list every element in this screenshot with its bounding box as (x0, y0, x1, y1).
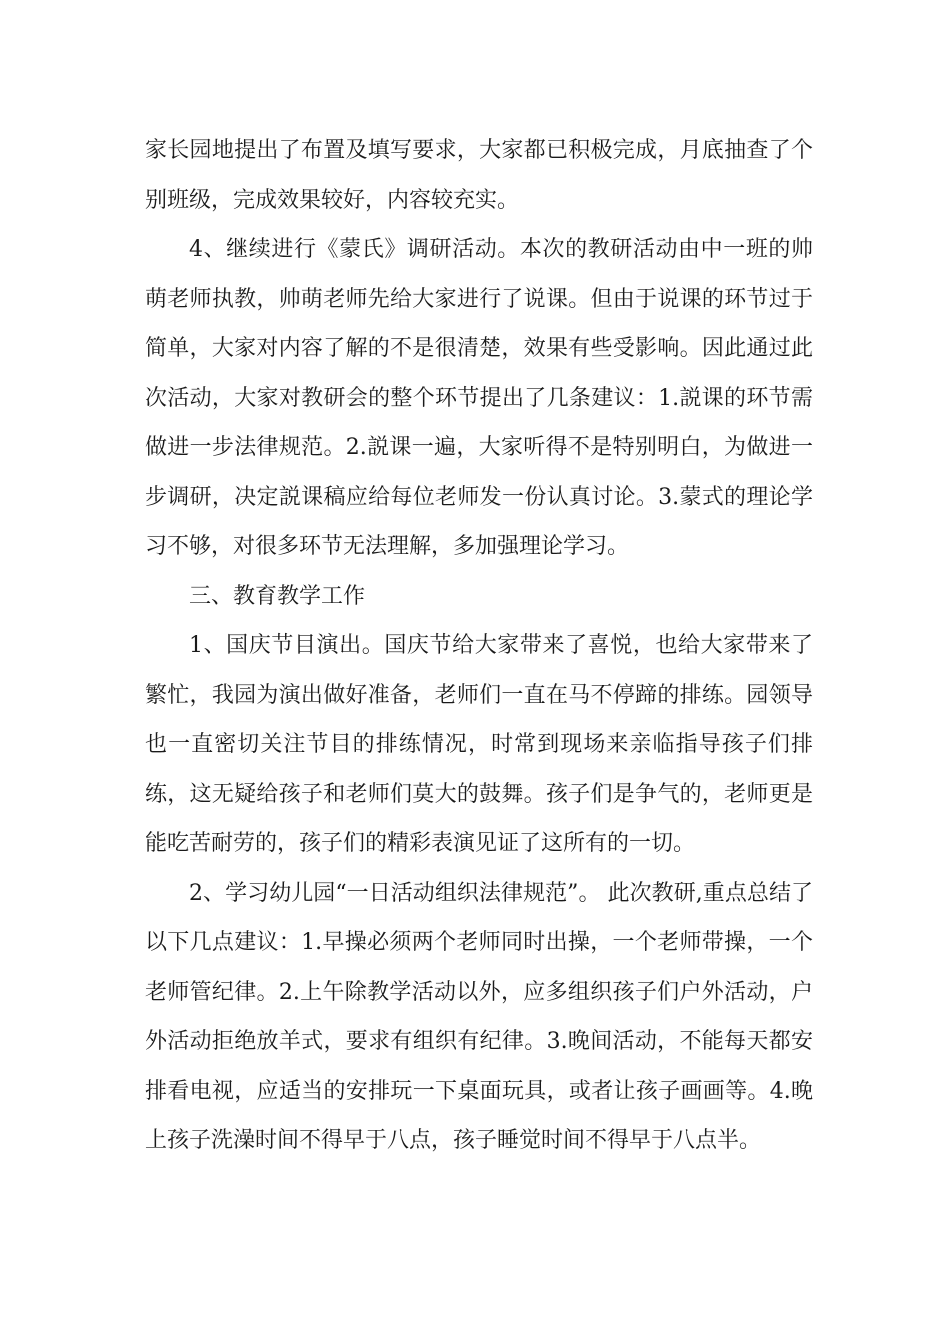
section-heading-teaching-work: 三、教育教学工作 (189, 583, 366, 609)
paragraph-national-day-performance: 1、国庆节目演出。国庆节给大家带来了喜悦，也给大家带来了繁忙，我园为演出做好准备，老师们一直在马不停蹄的排练。园领导也一直密切关注节目的排练情况，时常到现场来亲临指导孩子们排练，这无疑给孩子和老师们莫大的鼓舞。孩子们是争气的，老师更是能吃苦耐劳的，孩子们的精彩表演见证了这所有的一切。 (145, 633, 813, 856)
document-body (145, 126, 813, 1166)
paragraph-montessori-research: 4、继续进行《蒙氏》调研活动。本次的教研活动由中一班的帅萌老师执教，帅萌老师先给大家进行了说课。但由于说课的环节过于简单，大家对内容了解的不是很清楚，效果有些受影响。因此通过此次活动，大家对教研会的整个环节提出了几条建议：1.説课的环节需做进一步法律规范。2.説课一遍，大家听得不是特别明白，为做进一步调研，决定説课稿应给每位老师发一份认真讨论。3.蒙式的理论学习不够，对很多环节无法理解，多加强理论学习。 (145, 237, 813, 559)
paragraph-daily-activity-standards: 2、学习幼儿园“一日活动组织法律规范”。 此次教研,重点总结了以下几点建议：1.早操必须两个老师同时出操，一个老师带操，一个老师管纪律。2.上午除教学活动以外，应多组织孩子们户外活动，户外活动拒绝放羊式，要求有组织有纪律。3.晚间活动，不能每天都安排看电视，应适当的安排玩一下桌面玩具，或者让孩子画画等。4.晚上孩子洗澡时间不得早于八点，孩子睡觉时间不得早于八点半。 (145, 880, 813, 1153)
paragraph-continuation: 家长园地提出了布置及填写要求，大家都已积极完成，月底抽查了个别班级，完成效果较好，内容较充实。 (145, 138, 813, 213)
